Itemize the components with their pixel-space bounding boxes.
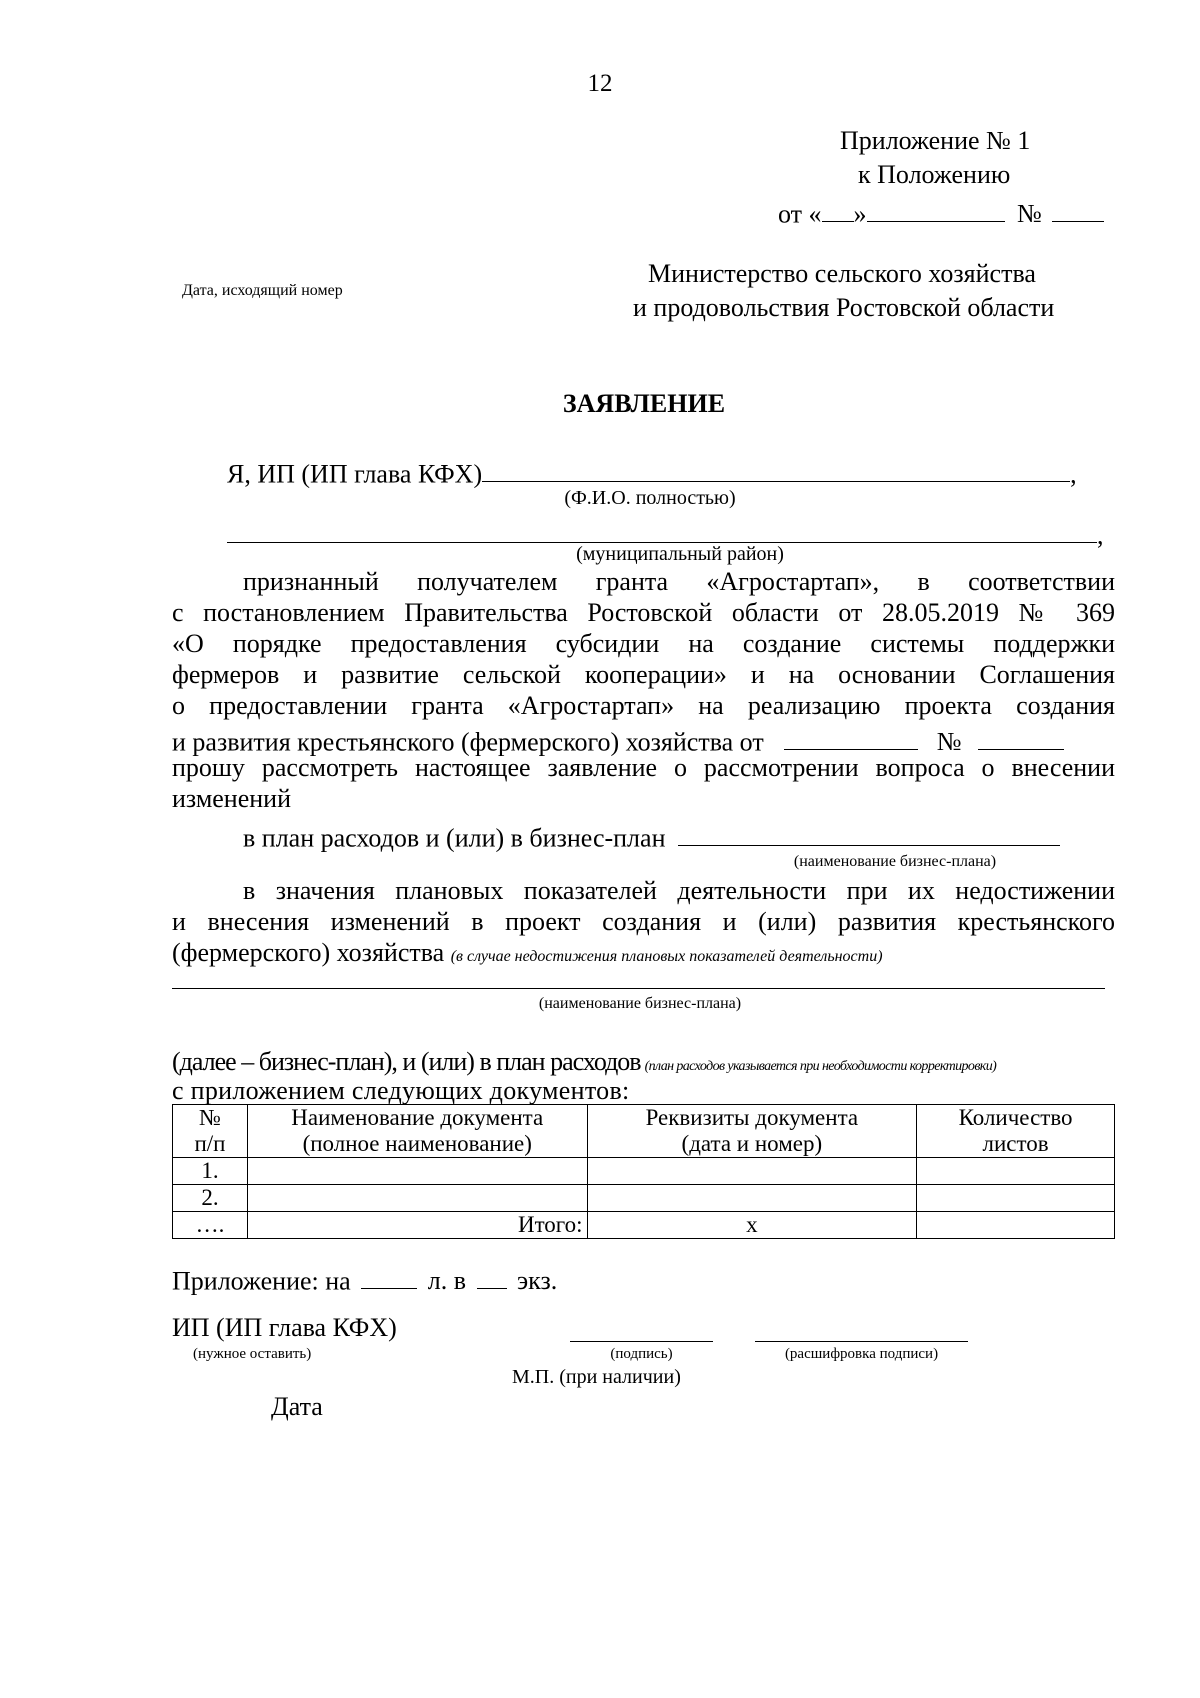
addressee-line-2: и продовольствия Ростовской области — [633, 293, 1055, 322]
date-mid: » — [853, 199, 867, 229]
total-details-cell: х — [587, 1212, 917, 1239]
document-title: ЗАЯВЛЕНИЕ — [562, 389, 726, 418]
addressee-line-1: Министерство сельского хозяйства — [648, 259, 1036, 288]
business-plan-caption-2: (наименование бизнес-плана) — [538, 995, 742, 1012]
body-p1-line-8: изменений — [172, 784, 292, 813]
page-number: 12 — [587, 70, 613, 97]
keep-note: (нужное оставить) — [193, 1346, 312, 1362]
body-p1-line-6 — [172, 722, 1064, 757]
appendix-subtitle: к Положению — [858, 160, 1011, 189]
appendix-title: Приложение № 1 — [840, 126, 1031, 155]
body-p1-line-5: о предоставлении гранта «Агростартап» на реализацию проекта создания — [172, 691, 1115, 720]
body-p1-line-4: фермеров и развитие сельской кооперации» и на основании Соглашения — [172, 660, 1115, 689]
header-sheet-count: Количество листов — [917, 1105, 1115, 1158]
body-p5-line: с приложением следующих документов: — [172, 1076, 630, 1105]
sheets-blank — [361, 1261, 417, 1289]
table-row — [173, 1185, 1115, 1212]
number-blank — [1052, 194, 1104, 222]
header-doc-name: Наименование документа (полное наименование) — [247, 1105, 587, 1158]
stamp-note: М.П. (при наличии) — [512, 1366, 681, 1388]
total-label-cell: Итого: — [247, 1212, 587, 1239]
table-cell: …. — [173, 1212, 248, 1239]
table-cell: 1. — [173, 1158, 248, 1185]
applicant-line — [227, 454, 1077, 489]
agreement-number-blank — [978, 722, 1064, 750]
signature-decode-line — [755, 1341, 968, 1342]
day-blank — [822, 194, 854, 222]
table-cell — [247, 1185, 587, 1212]
signer-label: ИП (ИП глава КФХ) — [172, 1313, 397, 1342]
agreement-prefix: и развития крестьянского (фермерского) хозяйства от — [172, 727, 764, 757]
fio-blank — [482, 454, 1070, 482]
business-plan-line-2 — [172, 988, 1105, 989]
table-cell — [917, 1158, 1115, 1185]
business-plan-caption-1: (наименование бизнес-плана) — [793, 853, 997, 870]
date-label: Дата — [271, 1392, 323, 1421]
signature-decode-caption: (расшифровка подписи) — [784, 1346, 939, 1362]
agreement-date-blank — [784, 722, 918, 750]
body-p1-line-2: с постановлением Правительства Ростовской области от 28.05.2019 № 369 — [172, 598, 1115, 627]
attachment-prefix: Приложение: на — [172, 1266, 351, 1296]
appendix-date-line — [778, 194, 1104, 229]
month-year-blank — [867, 194, 1005, 222]
indicators-note: (в случае недостижения плановых показателей деятельности) — [450, 948, 883, 965]
table-cell — [917, 1185, 1115, 1212]
agreement-number-sign: № — [936, 727, 962, 757]
table-cell: 2. — [173, 1185, 248, 1212]
attachment-copies-label: экз. — [517, 1266, 558, 1296]
farm-label: (фермерского) хозяйства — [172, 938, 445, 967]
business-plan-blank — [678, 818, 1060, 846]
body-p1-line-7: прошу рассмотреть настоящее заявление о рассмотрении вопроса о внесении — [172, 753, 1115, 782]
signature-line — [570, 1341, 713, 1342]
body-p3-line-1: в значения плановых показателей деятельности при их недостижении — [243, 876, 1115, 905]
business-plan-definition: (далее – бизнес-план), и (или) в план расходов — [172, 1047, 641, 1076]
number-sign: № — [1017, 199, 1042, 229]
attachment-line — [172, 1261, 557, 1296]
expense-plan-note: (план расходов указывается при необходимости корректировки) — [644, 1059, 997, 1074]
total-sheets-cell — [917, 1212, 1115, 1239]
signature-caption: (подпись) — [610, 1346, 673, 1362]
body-p2-line — [243, 818, 1060, 853]
table-cell — [587, 1158, 917, 1185]
documents-table — [172, 1104, 1115, 1239]
table-header-row — [173, 1105, 1115, 1158]
copies-blank — [477, 1261, 507, 1289]
applicant-comma: , — [1070, 459, 1077, 489]
header-number: № п/п — [173, 1105, 248, 1158]
district-caption: (муниципальный район) — [576, 543, 784, 565]
body-p3-line-3 — [172, 938, 883, 968]
business-plan-prefix: в план расходов и (или) в бизнес-план — [243, 823, 666, 853]
table-cell — [247, 1158, 587, 1185]
date-outgoing-note: Дата, исходящий номер — [182, 282, 343, 299]
body-p1-line-3: «О порядке предоставления субсидии на создание системы поддержки — [172, 629, 1115, 658]
body-p4-line — [172, 1047, 996, 1077]
header-doc-details: Реквизиты документа (дата и номер) — [587, 1105, 917, 1158]
attachment-sheets-label: л. в — [427, 1266, 466, 1296]
table-cell — [587, 1185, 917, 1212]
table-total-row — [173, 1212, 1115, 1239]
fio-caption: (Ф.И.О. полностью) — [564, 487, 736, 509]
body-p3-line-2: и внесения изменений в проект создания и (или) развития крестьянского — [172, 907, 1115, 936]
date-prefix: от « — [778, 199, 822, 229]
table-row — [173, 1158, 1115, 1185]
district-blank — [227, 515, 1097, 543]
body-p1-line-1: признанный получателем гранта «Агростартап», в соответствии — [243, 567, 1115, 596]
applicant-prefix: Я, ИП (ИП глава КФХ) — [227, 459, 483, 489]
district-comma: , — [1097, 520, 1104, 550]
